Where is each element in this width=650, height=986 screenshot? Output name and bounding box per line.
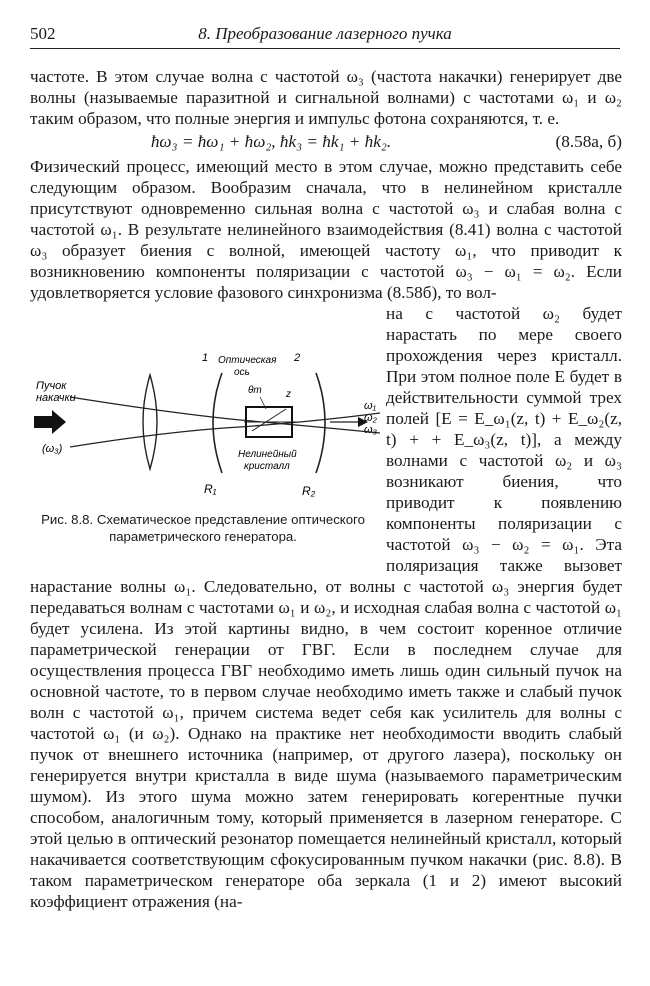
opo-diagram bbox=[30, 305, 380, 510]
output-label-1: ω₁ bbox=[364, 400, 377, 412]
r1-label: R₁ bbox=[204, 482, 217, 496]
pump-label-2: накачки bbox=[36, 392, 76, 404]
mirror-2 bbox=[316, 373, 325, 473]
output-label-2: ω₂ bbox=[364, 412, 377, 424]
paragraph-2-start: Физический процесс, имеющий место в этом случае, можно представить себе следующим образом. Вообразим сначала, что в нелинейном кристалле присутствуют одновременно сильная волна с частотой ω₃ и слабая волна с частотой ω₁. В результате нелинейного взаимодействия (8.41) волна с частотой ω₃ образует биения с волной, имеющей частоту ω₁, что приводит к возникновению компоненты поляризации с частотой ω₃ − ω₁ = ω₂. Если удовлетворяется условие фазового синхронизма (8.58б), то вол- bbox=[30, 157, 622, 302]
equation-number: (8.58а, б) bbox=[555, 132, 622, 151]
mirror-1-label: 1 bbox=[202, 352, 209, 364]
axis-label-1: Оптическая bbox=[218, 355, 277, 366]
equation-formula: ħω₃ = ħω₁ + ħω₂, ħk₃ = ħk₁ + ħk₂. bbox=[150, 132, 392, 151]
pump-label-1: Пучок bbox=[36, 380, 67, 392]
output-label-3: ω₃ bbox=[364, 424, 377, 436]
mirror-1 bbox=[213, 373, 222, 473]
pump-label-3: (ω₃) bbox=[42, 443, 63, 455]
caption-label: Рис. 8.8. bbox=[41, 512, 94, 527]
pump-arrow-icon bbox=[34, 410, 66, 434]
axis-label-2: ось bbox=[234, 367, 250, 378]
mirror-2-label: 2 bbox=[294, 352, 301, 364]
r2-label: R₂ bbox=[302, 484, 316, 498]
main-text bbox=[30, 66, 622, 912]
running-title: 8. Преобразование лазерного пучка bbox=[198, 24, 452, 43]
z-label: z bbox=[286, 389, 291, 400]
crystal-label-2: кристалл bbox=[244, 461, 290, 472]
theta-label: θm bbox=[248, 385, 262, 396]
optic-axis-line bbox=[252, 409, 286, 431]
figure-8-8 bbox=[30, 305, 380, 567]
figure-caption bbox=[30, 511, 376, 545]
page-number: 502 bbox=[30, 24, 56, 43]
paragraph-2-continued: на с частотой ω₂ будет нарастать по мере своего прохождения через кристалл. При этом полное поле E будет в действительности суммой трех полей [E = E_ω₁(z, t) + E_ω₂(z, t) + + E_ω₃(z, t)], а между волнами с частотой ω₂ и ω₃ возникают биения, что приводит к появлению компоненты поляризации с частотой ω₃ − ω₂ = ω₁. Эта поляризация также вызовет нарастание волны ω₁. Следовательно, от волны с частотой ω₃ энергия будет передаваться волнам с частотами ω₁ и ω₂, и исходная слабая волна с частотой ω₁ будет усилена. Из этой картины видно, в чем состоит коренное отличие параметрической генерации от ГВГ. Если в последнем случае для осуществления процесса ГВГ необходимо иметь лишь один сильный пучок на основной частоте, то в первом случае необходимо иметь также и слабый пучок волн с частотой ω₁, причем система ведет себя как усилитель для волны с частотой ω₁ (и ω₂). Однако на практике нет необходимости вводить слабый пучок от внешнего источника (например, от другого лазера), поскольку он генерируется внутри кристалла в виде шума (называемого параметрическим шумом). Из этого шума можно затем генерировать когерентные пучки способом, аналогичным тому, который применяется в лазерном генераторе. С этой целью в оптический резонатор помещается нелинейный кристалл, который накачивается соответствующим сфокусированным пучком накачки (рис. 8.8). В таком параметрическом генераторе оба зеркала (1 и 2) имеют высокий коэффициент отражения (на- bbox=[30, 304, 622, 911]
paragraph-1: частоте. В этом случае волна с частотой ω₃ (частота накачки) генерирует две волны (называемые паразитной и сигнальной волнами) с частотами ω₁ и ω₂ таким образом, что полные энергия и импульс фотона сохраняются, т. е. bbox=[30, 67, 622, 128]
focusing-lens bbox=[143, 375, 157, 469]
equation-8-58 bbox=[30, 129, 622, 156]
running-header bbox=[30, 24, 620, 49]
caption-text: Схематическое представление оптического параметрического генератора. bbox=[96, 512, 365, 544]
crystal-label-1: Нелинейный bbox=[238, 449, 297, 460]
